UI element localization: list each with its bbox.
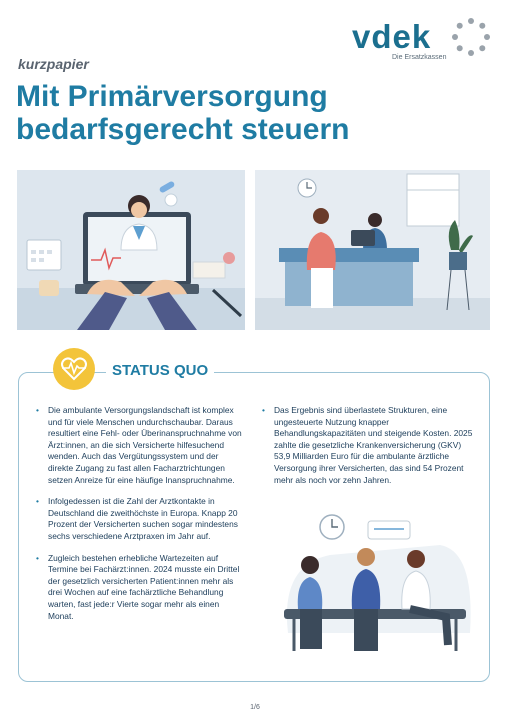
heart-monitor-icon <box>53 348 95 390</box>
waiting-room-illustration <box>270 505 480 670</box>
reception-illustration <box>255 170 490 330</box>
bullet-item: • Die ambulante Versorgungslandschaft ist komplex und für viele Menschen undurchschaubar. Daraus resultiert eine Fehl- oder Überinanspruchnahme von Ärzt:innen, an die sich Versicherte hilfesuchend wenden. Auch das Vergütungssystem und der direkte Zugang zu fast allen Facharztrichtungen setzen Anreize für eine häufige Inanspruchnahme. <box>30 405 242 486</box>
bullet-item: • Infolgedessen ist die Zahl der Arztkontakte in Deutschland die zweithöchste in Europa. Knapp 20 Prozent der Versicherten suchen sogar mindestens sechs verschiedene Arztpraxen im Jahr auf. <box>30 496 242 542</box>
right-column <box>256 405 478 496</box>
logo-tagline: Die Ersatzkassen <box>392 54 447 61</box>
title-line-2: bedarfsgerecht steuern <box>16 113 350 146</box>
document-type-label: kurzpapier <box>18 56 89 72</box>
section-heading: STATUS QUO <box>106 362 214 379</box>
title-line-1: Mit Primärversorgung <box>16 80 328 113</box>
bullet-item: • Das Ergebnis sind überlastete Strukturen, eine ungesteuerte Nutzung knapper Behandlungskapazitäten und steigende Kosten. 2025 zahlte die gesetzliche Krankenversicherung (GKV) 53,9 Milliarden Euro für die ambulante ärztliche Versorgung ihrer Versicherten, das sind 54 Prozent mehr als noch vor zehn Jahren. <box>256 405 478 486</box>
left-column <box>30 405 242 632</box>
telemedicine-illustration <box>17 170 245 330</box>
logo-ring-icon <box>452 18 490 56</box>
vdek-logo <box>352 14 492 70</box>
bullet-item: • Zugleich bestehen erhebliche Wartezeiten auf Termine bei Fachärzt:innen. 2024 musste ein Drittel der gesetzlich versicherten Patient:innen mehr als drei Wochen auf eine fachärztliche Behandlung warten, fast jede:r Vierte sogar mehr als einen Monat. <box>30 553 242 623</box>
logo-wordmark: vdek <box>352 18 432 55</box>
page-number: 1/6 <box>250 704 260 711</box>
page-title <box>16 80 396 146</box>
